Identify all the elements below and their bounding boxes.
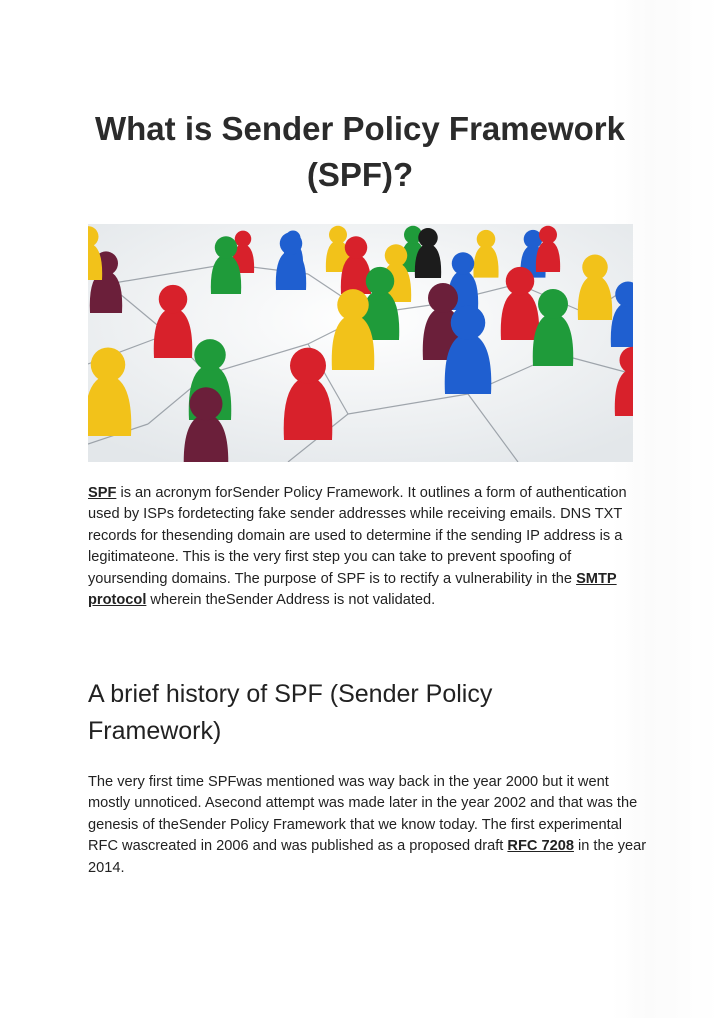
pawn-network-illustration: [88, 224, 633, 462]
history-paragraph: [88, 772, 648, 879]
spf-link[interactable]: SPF: [88, 485, 117, 501]
intro-text-1: is an acronym forSender Policy Framework. It outlines a form of authentication used by ISPs fordetecting fake sender addresses while receiving emails. DNS TXT records for thesending domain are used to determine if the sending IP address is a legitimateone. This is the very first step you can take to prevent spoofing of yoursending domains. The purpose of SPF is to rectify a vulnerability in the: [88, 485, 627, 587]
intro-text-2: wherein theSender Address is not validated.: [146, 592, 436, 609]
intro-paragraph: [88, 483, 648, 611]
smtp-protocol-link[interactable]: SMTP protocol: [88, 570, 617, 609]
page-title: What is Sender Policy Framework (SPF)?: [95, 110, 625, 193]
hero-image: [88, 224, 633, 462]
rfc-7208-link[interactable]: RFC 7208: [507, 838, 574, 855]
history-text-1: The very first time SPFwas mentioned was way back in the year 2000 but it went mostly unnoticed. Asecond attempt was made later in the year 2002 and that was the genesis of theSender Policy Framework that we know today. The first experimental RFC wascreated in 2006 and was published as a proposed draft: [88, 774, 638, 855]
history-heading: A brief history of SPF (Sender Policy Framework): [88, 680, 493, 745]
history-text-2: in the year 2014.: [88, 838, 647, 876]
